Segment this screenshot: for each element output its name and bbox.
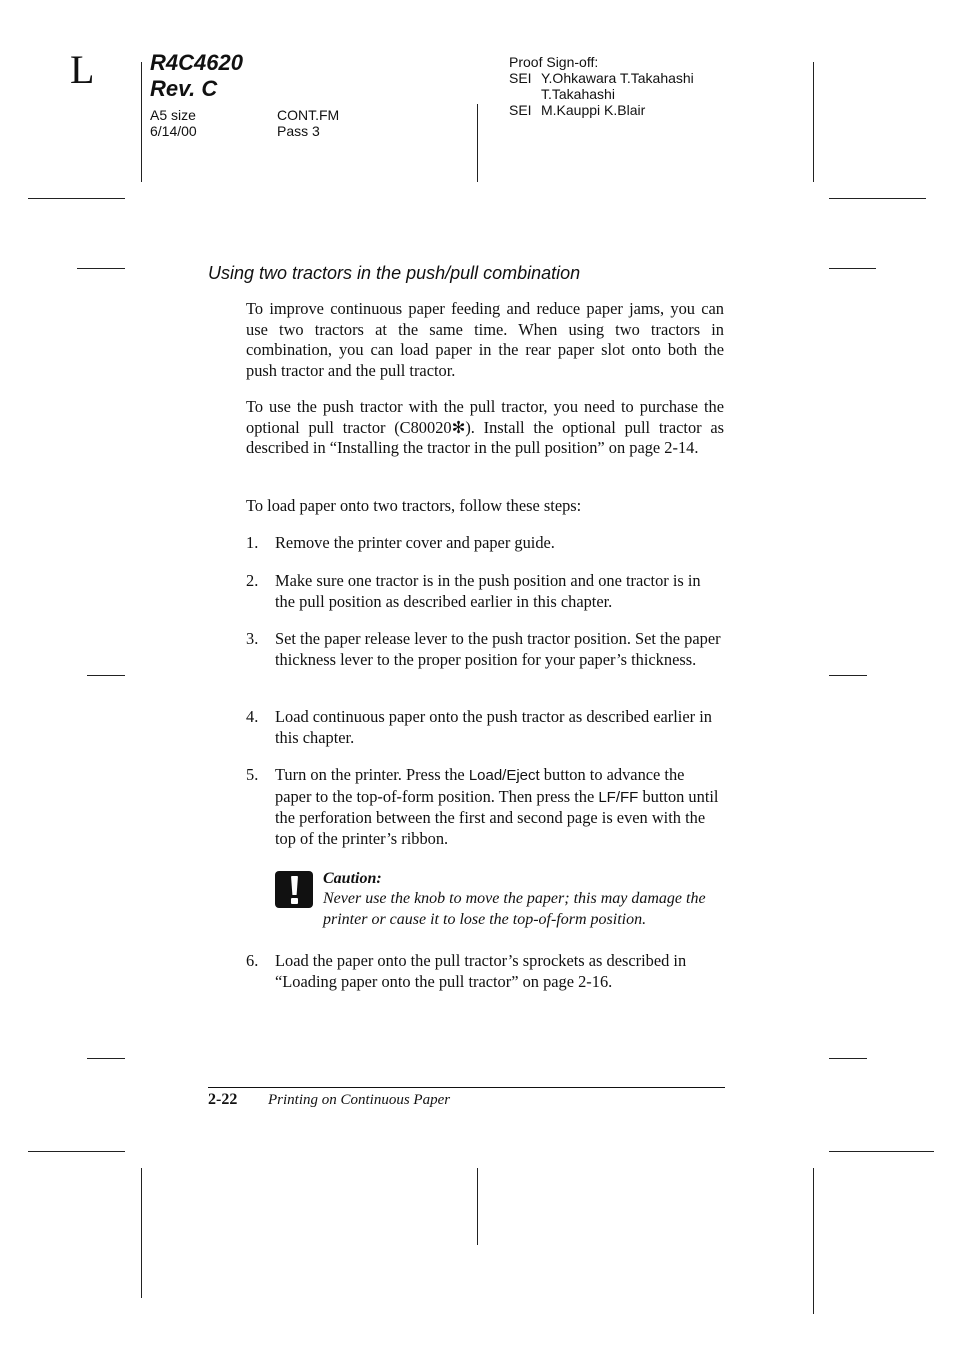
file-name: CONT.FM — [277, 107, 340, 123]
crop-mark — [829, 268, 876, 269]
step-text: Load continuous paper onto the push tractor as described earlier in this chapter. — [275, 707, 712, 747]
step-number: 5. — [246, 765, 259, 784]
proof-org: SEI — [509, 70, 532, 86]
proof-names: T.Takahashi — [541, 86, 615, 102]
load-eject-button-name: Load/Eject — [468, 767, 540, 784]
intro-paragraph: To improve continuous paper feeding and reduce paper jams, you can use two tractors at the same time. When using two tractors in combination, you can load paper in the rear paper slot onto both the push tractor and the pull tractor. — [246, 299, 724, 380]
step-text: Load the paper onto the pull tractor’s sprockets as described in “Loading paper onto the pull tractor” on page 2-16. — [275, 951, 687, 991]
chapter-title: Printing on Continuous Paper — [268, 1092, 451, 1108]
crop-mark — [87, 1058, 125, 1059]
list-item — [246, 571, 724, 612]
proof-signoff — [509, 54, 694, 118]
list-item — [246, 629, 724, 670]
list-item — [246, 707, 724, 748]
crop-mark — [813, 1168, 814, 1314]
page-size: A5 size — [150, 107, 196, 123]
footer-rule — [208, 1087, 725, 1088]
step-number: 3. — [246, 629, 259, 648]
caution-exclamation-icon — [275, 871, 313, 908]
caution-title: Caution: — [323, 870, 382, 887]
crop-mark — [28, 198, 125, 199]
purchase-paragraph: To use the push tractor with the pull tractor, you need to purchase the optional pull tractor (C80020✻). Install the optional pull tractor as described in “Installing the tractor in the pull position” on page 2-14. — [246, 397, 724, 458]
crop-mark — [829, 675, 867, 676]
step-text: Set the paper release lever to the push tractor position. Set the paper thickness lever to the proper position for your paper’s thickness. — [275, 629, 721, 669]
crop-mark — [477, 1168, 478, 1245]
step-number: 6. — [246, 951, 259, 970]
section-heading: Using two tractors in the push/pull combination — [208, 263, 581, 283]
lf-ff-button-name: LF/FF — [598, 788, 639, 806]
step-text-part: button until the perforation between the first and second page is even with the top of the printer’s ribbon. — [275, 786, 719, 848]
list-item — [246, 533, 724, 554]
step-number: 1. — [246, 533, 259, 552]
step-text — [275, 765, 724, 849]
step-text-part: Turn on the printer. Press the — [275, 765, 469, 784]
step-number: 4. — [246, 707, 259, 726]
step-text: Make sure one tractor is in the push position and one tractor is in the pull position as described earlier in this chapter. — [275, 571, 701, 611]
proof-label: Proof Sign-off: — [509, 54, 599, 70]
caution-text: Never use the knob to move the paper; this may damage the printer or cause it to lose the top-of-form position. — [323, 890, 706, 928]
crop-mark — [813, 62, 814, 182]
corner-letter: L — [70, 47, 95, 92]
crop-mark — [141, 1168, 142, 1298]
crop-mark — [77, 268, 125, 269]
crop-mark — [829, 1151, 934, 1152]
print-date: 6/14/00 — [150, 123, 197, 139]
list-item — [246, 951, 724, 992]
step-text: Remove the printer cover and paper guide. — [275, 533, 555, 552]
step-text-part: button to advance the paper to the top-of-form position. Then press the — [275, 765, 685, 806]
revision: Rev. C — [150, 76, 218, 101]
pass-number: Pass 3 — [277, 123, 320, 139]
model-title — [150, 50, 243, 102]
step-number: 2. — [246, 571, 259, 590]
crop-mark — [829, 198, 926, 199]
proof-org: SEI — [509, 102, 532, 118]
crop-mark — [477, 104, 478, 182]
proof-names: M.Kauppi K.Blair — [541, 102, 646, 118]
proof-row — [509, 70, 694, 86]
page-number: 2-22 — [208, 1091, 238, 1108]
crop-mark — [28, 1151, 125, 1152]
proof-row — [509, 86, 694, 102]
proof-org — [509, 86, 541, 102]
steps-lead: To load paper onto two tractors, follow these steps: — [246, 496, 582, 515]
crop-mark — [87, 675, 125, 676]
list-item — [246, 765, 724, 849]
crop-mark — [141, 62, 142, 182]
proof-names: Y.Ohkawara T.Takahashi — [541, 70, 694, 86]
model-name: R4C4620 — [150, 50, 243, 75]
crop-mark — [829, 1058, 867, 1059]
proof-row — [509, 102, 694, 118]
